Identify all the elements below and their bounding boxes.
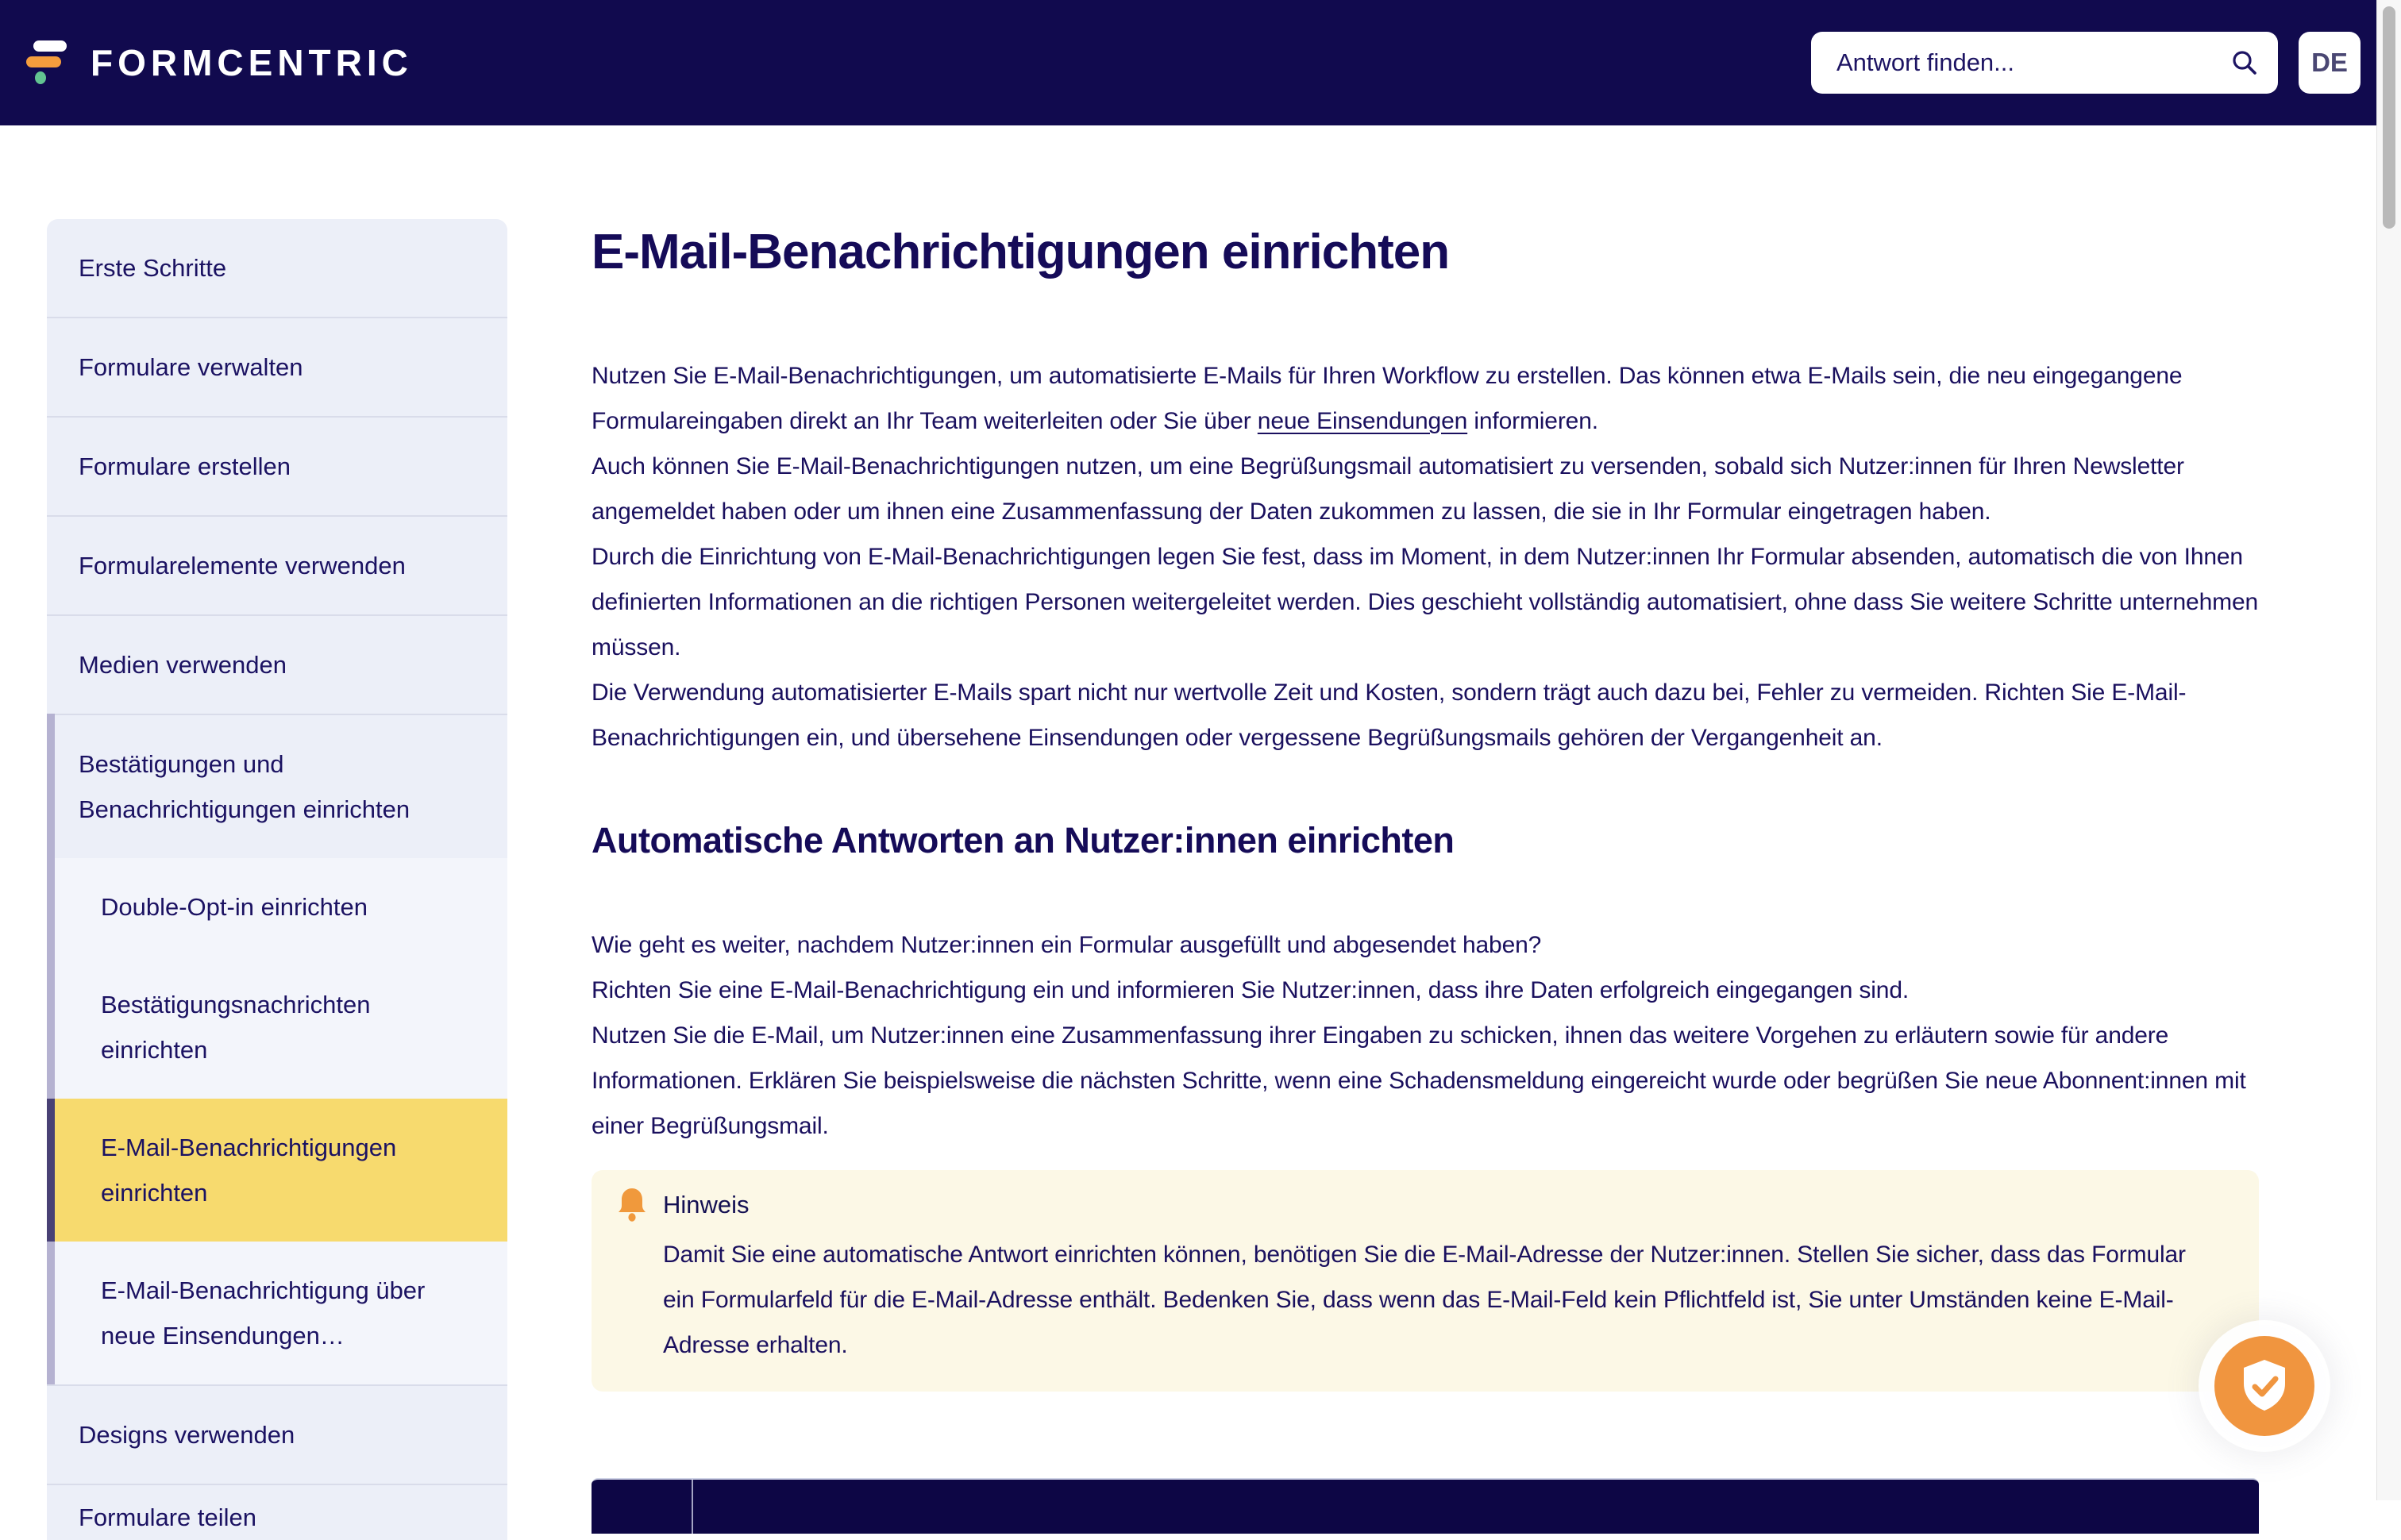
sidebar-item-formulare-erstellen[interactable] bbox=[47, 416, 507, 515]
consent-shield-button[interactable] bbox=[2214, 1336, 2314, 1436]
code-block bbox=[592, 1478, 2259, 1534]
sidebar-item-label: Formulare teilen bbox=[79, 1503, 256, 1531]
sidebar-item-formulare-verwalten[interactable] bbox=[47, 317, 507, 416]
page-title: E-Mail-Benachrichtigungen einrichten bbox=[592, 225, 1450, 279]
brand-name: FORMCENTRIC bbox=[91, 42, 413, 83]
intro-paragraph-3: Durch die Einrichtung von E-Mail-Benachrichtigungen legen Sie fest, dass im Moment, in dem Nutzer:innen Ihr Formular absenden, automatisch die von Ihnen definierten Informationen an die richtigen Personen weitergeleitet werden. Dies geschieht vollständig automatisiert, ohne dass Sie weitere Schritte unternehmen müssen. bbox=[592, 544, 2259, 660]
sidebar-item-label: Formularelemente verwenden bbox=[79, 552, 406, 579]
intro-paragraphs bbox=[592, 353, 2259, 760]
sidebar-item-label: Formulare verwalten bbox=[79, 353, 303, 381]
section-paragraphs bbox=[592, 922, 2259, 1149]
note-label: Hinweis bbox=[663, 1191, 750, 1219]
formcentric-logo-icon bbox=[26, 40, 67, 85]
sidebar-item-label: E-Mail-Benachrichtigung über neue Einsendungen… bbox=[101, 1276, 426, 1349]
scrollbar-track[interactable] bbox=[2376, 0, 2401, 1500]
sidebar-item-label: E-Mail-Benachrichtigungen einrichten bbox=[101, 1134, 397, 1207]
sidebar-item-medien-verwenden[interactable] bbox=[47, 614, 507, 714]
section-answer-2: Nutzen Sie die E-Mail, um Nutzer:innen eine Zusammenfassung ihrer Eingaben zu schicken, ihnen das weitere Vorgehen zu erläutern sowie für andere Informationen. Erklären Sie beispielsweise die nächsten Schritte, wenn eine Schadensmeldung eingereicht wurde oder begrüßen Sie neue Abonnent:innen mit einer Begrüßungsmail. bbox=[592, 1022, 2246, 1139]
section-question: Wie geht es weiter, nachdem Nutzer:innen ein Formular ausgefüllt und abgesendet haben? bbox=[592, 932, 1542, 958]
sidebar-item-label: Designs verwenden bbox=[79, 1421, 295, 1449]
brand[interactable] bbox=[26, 40, 413, 85]
sidebar-item-label: Erste Schritte bbox=[79, 254, 227, 282]
sidebar-item-bestaetigungsnachrichten[interactable] bbox=[47, 956, 507, 1099]
shield-check-icon bbox=[2239, 1358, 2290, 1414]
sidebar-item-label: Medien verwenden bbox=[79, 651, 287, 679]
sidebar-item-email-benachrichtigung-neue-einsendungen[interactable] bbox=[47, 1242, 507, 1384]
intro-paragraph-4: Die Verwendung automatisierter E-Mails spart nicht nur wertvolle Zeit und Kosten, sondern trägt auch dazu bei, Fehler zu vermeiden. Richten Sie E-Mail-Benachrichtigungen ein, und übersehene Einsendungen oder vergessene Begrüßungsmails gehören der Vergangenheit an. bbox=[592, 680, 2187, 751]
code-gutter bbox=[592, 1480, 693, 1534]
main-content bbox=[592, 0, 2259, 1392]
intro-paragraph-1 bbox=[592, 353, 2259, 444]
section-heading: Automatische Antworten an Nutzer:innen einrichten bbox=[592, 820, 1455, 860]
sidebar-item-double-opt-in[interactable] bbox=[47, 858, 507, 956]
sidebar bbox=[47, 219, 507, 1540]
note-box bbox=[592, 1170, 2259, 1392]
sidebar-item-formulare-teilen[interactable] bbox=[47, 1484, 507, 1540]
sidebar-item-designs-verwenden[interactable] bbox=[47, 1384, 507, 1484]
scrollbar-thumb[interactable] bbox=[2383, 6, 2395, 229]
sidebar-item-email-benachrichtigungen-active[interactable] bbox=[47, 1099, 507, 1242]
sidebar-item-label: Bestätigungen und Benachrichtigungen einrichten bbox=[79, 750, 410, 823]
sidebar-item-label: Formulare erstellen bbox=[79, 452, 291, 480]
intro-p1-pre: Nutzen Sie E-Mail-Benachrichtigungen, um automatisierte E-Mails für Ihren Workflow zu erstellen. Das können etwa E-Mails sein, die neu eingegangene Formulareingaben direkt an Ihr Team weiterleiten oder Sie über bbox=[592, 363, 2183, 434]
intro-p1-post: informieren. bbox=[1467, 408, 1598, 434]
intro-paragraph-2: Auch können Sie E-Mail-Benachrichtigungen nutzen, um eine Begrüßungsmail automatisiert zu versenden, sobald sich Nutzer:innen für Ihren Newsletter angemeldet haben oder um ihnen eine Zusammenfassung der Daten zukommen zu lassen, die sie in Ihr Formular eingetragen haben. bbox=[592, 453, 2184, 525]
neue-einsendungen-link[interactable]: neue Einsendungen bbox=[1257, 408, 1468, 434]
language-button[interactable]: DE bbox=[2299, 32, 2361, 94]
bell-icon bbox=[619, 1188, 646, 1222]
sidebar-item-formularelemente-verwenden[interactable] bbox=[47, 515, 507, 614]
note-header bbox=[619, 1189, 2222, 1221]
sidebar-item-label: Bestätigungsnachrichten einrichten bbox=[101, 991, 371, 1064]
sidebar-item-erste-schritte[interactable] bbox=[47, 219, 507, 317]
section-answer-1: Richten Sie eine E-Mail-Benachrichtigung ein und informieren Sie Nutzer:innen, dass ihre Daten erfolgreich eingegangen sind. bbox=[592, 977, 1910, 1003]
note-text: Damit Sie eine automatische Antwort einrichten können, benötigen Sie die E-Mail-Adresse der Nutzer:innen. Stellen Sie sicher, dass das Formular ein Formularfeld für die E-Mail-Adresse enthält. Bedenken Sie, dass wenn das E-Mail-Feld kein Pflichtfeld ist, Sie unter Umständen keine E-Mail-Adresse erhalten. bbox=[663, 1242, 2186, 1358]
sidebar-group-bestaetigungen bbox=[47, 714, 507, 1384]
sidebar-item-bestaetigungen-und-benachrichtigungen[interactable] bbox=[47, 714, 507, 858]
sidebar-item-label: Double-Opt-in einrichten bbox=[101, 893, 368, 921]
